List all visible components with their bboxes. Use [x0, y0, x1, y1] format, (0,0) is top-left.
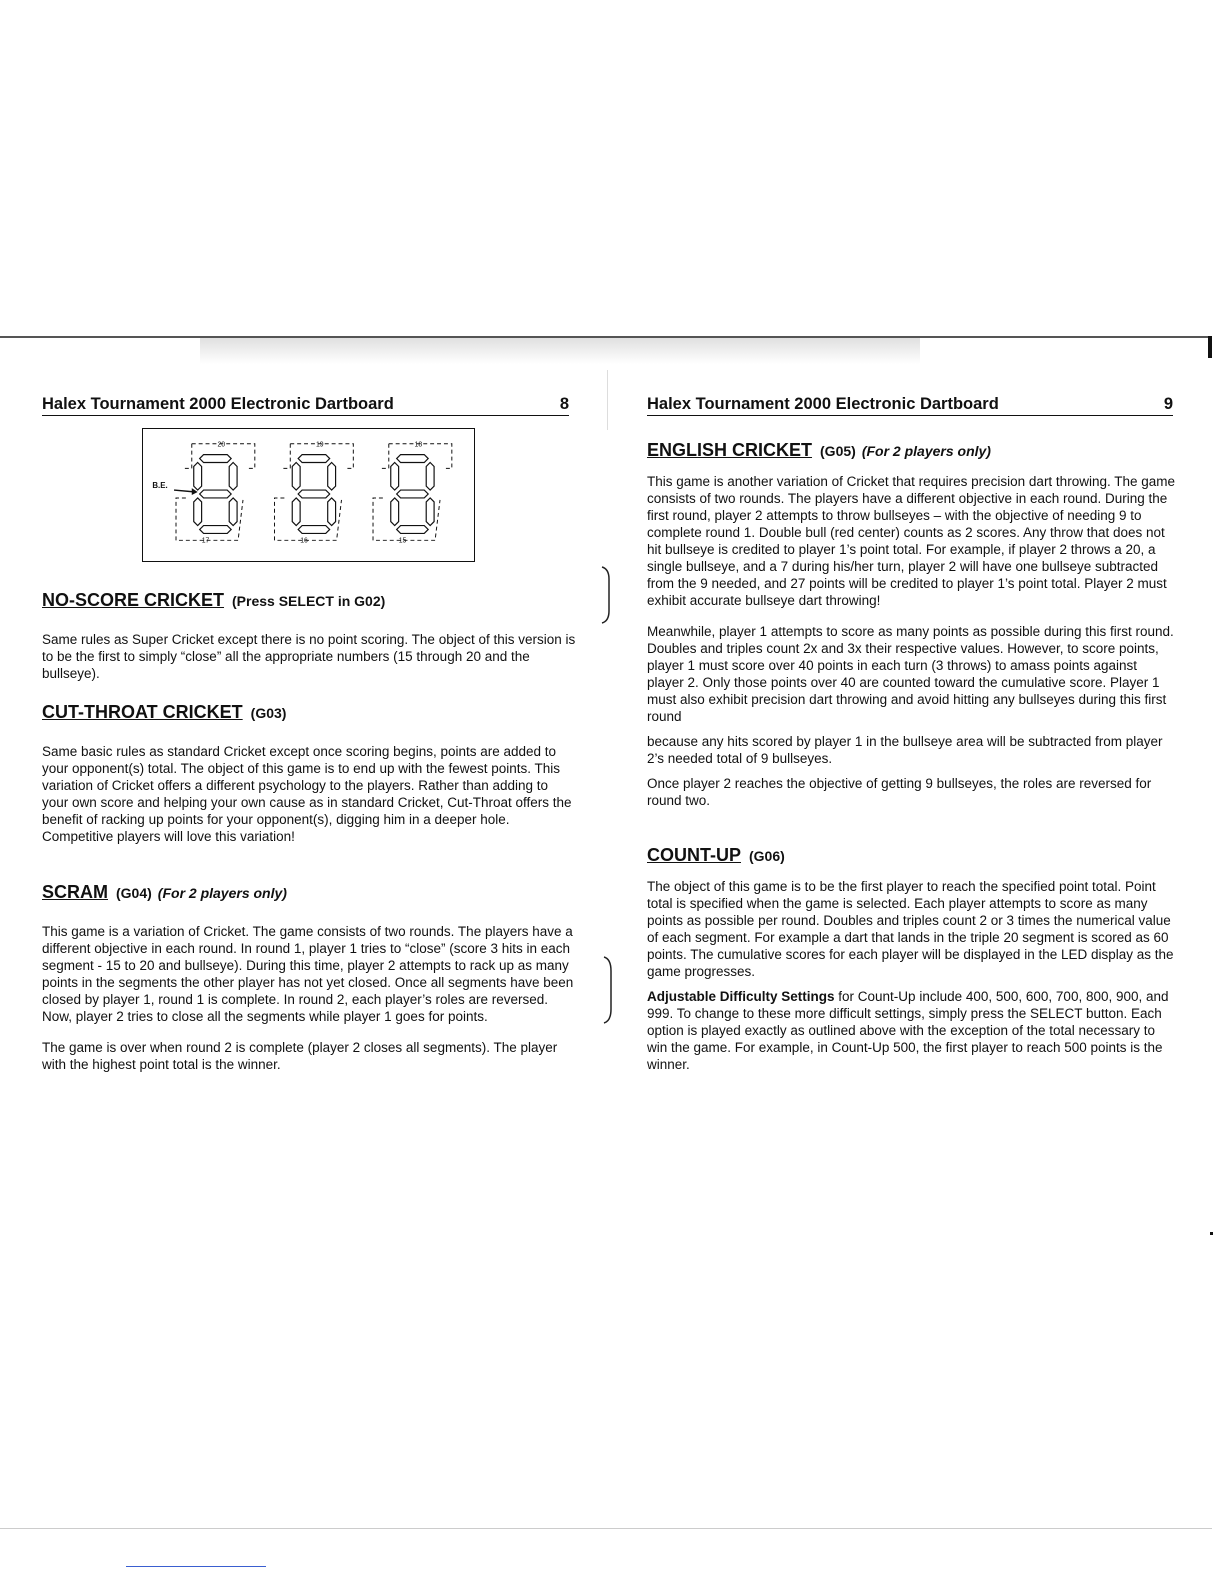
settings-text: for Count-Up include 400, 500, 600, 700, 800, 900, and 999. To change to these more difficult settings, simply press the SELECT button. Each option is played exactly as outlined above with the exception of the total necessary to win the game. For example, in Count-Up 500, the first player to reach 500 points is the winner. — [647, 989, 1169, 1072]
left-running-head — [42, 395, 569, 416]
led-label-bottom-3: 15 — [398, 537, 407, 545]
led-label-be: B.E. — [152, 481, 168, 491]
section-paragraph: because any hits scored by player 1 in the bullseye area will be subtracted from player 2’s needed total of 9 bullseyes. — [647, 734, 1163, 766]
section-header — [647, 435, 1177, 463]
right-page — [647, 395, 1177, 1072]
section-paragraph: Same basic rules as standard Cricket except once scoring begins, points are added to your opponent(s) total. The object of this game is to end up with the fewest points. This variation of Cricket offers a different psychology to the players. Rather than adding to your own score and helping your own cause as in standard Cricket, Cut-Throat offers the benefit of racking up points for your opponent(s), digging him in a deeper hole. Competitive players will love this variation! — [42, 744, 572, 844]
section-paragraph: Once player 2 reaches the objective of getting 9 bullseyes, the roles are reversed for round two. — [647, 776, 1152, 808]
section-paragraph: The object of this game is to be the first player to reach the specified point total. Point total is specified when the game is selected. Each player attempts to score as many points as possible per round. Doubles and triples count 2 or 3 times the numerical value of each segment. For example a dart that lands in the triple 20 segment is scored as 60 points. The cumulative scores for each player will be displayed in the LED display as the game progresses. — [647, 879, 1174, 979]
led-label-bottom-2: 16 — [300, 537, 308, 545]
led-label-top-3: 18 — [414, 441, 423, 449]
section-header — [42, 585, 582, 613]
scan-shadow — [200, 338, 920, 364]
scan-dot — [1210, 1232, 1213, 1235]
section-header — [42, 877, 574, 905]
left-page-number: 8 — [559, 395, 569, 413]
left-page — [42, 395, 582, 1072]
led-label-bottom-1: 17 — [201, 537, 210, 545]
section-paragraph: Meanwhile, player 1 attempts to score as many points as possible during this first round. Doubles and triples count 2x and 3x their respective values. However, to score points, player 1 must score over 40 points in each turn (3 throws) to amass points against player 2. Only those points over 40 are counted toward the cumulative score. Player 1 must also exhibit precision dart throwing and avoid hitting any bullseyes during this first round — [647, 624, 1174, 724]
scan-edge-mark — [1208, 336, 1212, 358]
section-note: (For 2 players only) — [861, 443, 991, 459]
binding-bracket-lower — [602, 955, 612, 1025]
section-code: (G05) — [820, 443, 856, 459]
right-page-number: 9 — [1163, 395, 1173, 413]
right-running-head — [647, 395, 1173, 416]
section-code: (G03) — [250, 705, 287, 721]
section-scram — [42, 877, 574, 1073]
section-code: (Press SELECT in G02) — [232, 593, 386, 609]
section-no-score-cricket — [42, 585, 582, 682]
led-display-figure — [142, 428, 475, 562]
section-note: (For 2 players only) — [157, 885, 287, 901]
led-label-top-1: 20 — [217, 441, 226, 449]
section-count-up — [647, 840, 1177, 1073]
scan-bottom-rule — [0, 1528, 1212, 1529]
section-title: NO-SCORE CRICKET — [42, 590, 225, 610]
section-title: SCRAM — [42, 882, 108, 902]
binding-bracket-upper — [600, 565, 610, 625]
section-paragraph: This game is a variation of Cricket. The game consists of two rounds. The players have a different objective in each round. In round 1, player 1 tries to “close” (score 3 hits in each segment - 15 to 20 and bullseye). During this time, player 2 attempts to rack up as many points in the segments the other player has not yet closed. Once all segments have been closed by player 1, round 1 is complete. In round 2, each player’s roles are reversed. Now, player 2 tries to close all the segments while player 1 goes for points. — [42, 924, 574, 1024]
left-header-title: Halex Tournament 2000 Electronic Dartboard — [42, 395, 394, 413]
section-paragraph: This game is another variation of Cricket that requires precision dart throwing. The game consists of two rounds. The players have a different objective in each round. During the first round, player 2 attempts to throw bullseyes – with the objective of needing 9 to complete round 1. Double bull (red center) counts as 2 scores. Any throw that does not hit bullseye is credited to player 1’s point total. For example, if player 2 throws a 20, a single bullseye, and a 7 during his/her turn, player 2 will have one bullseye subtracted from the 9 needed, and 27 points will be credited to player 1’s point total. Player 2 must exhibit accurate bullseye dart throwing! — [647, 474, 1176, 608]
section-paragraph: Same rules as Super Cricket except there is no point scoring. The object of this version is to be the first to simply “close” all the appropriate numbers (15 through 20 and the bullseye). — [42, 632, 576, 681]
section-title: COUNT-UP — [647, 845, 741, 865]
settings-lead: Adjustable Difficulty Settings — [647, 989, 835, 1004]
center-fold — [607, 370, 608, 430]
scan-underline-mark — [126, 1566, 266, 1567]
led-display-diagram — [143, 429, 474, 561]
section-header — [647, 840, 1177, 868]
section-title: CUT-THROAT CRICKET — [42, 702, 243, 722]
section-code: (G06) — [749, 848, 785, 864]
section-paragraph-settings — [647, 988, 1177, 1073]
section-code: (G04) — [116, 885, 152, 901]
section-header — [42, 697, 572, 725]
section-title: ENGLISH CRICKET — [647, 440, 813, 460]
section-paragraph: The game is over when round 2 is complete (player 2 closes all segments). The player with the highest point total is the winner. — [42, 1040, 558, 1072]
section-english-cricket — [647, 435, 1177, 809]
led-label-top-2: 19 — [316, 441, 324, 449]
section-cut-throat-cricket — [42, 697, 572, 845]
right-header-title: Halex Tournament 2000 Electronic Dartboard — [647, 395, 999, 413]
